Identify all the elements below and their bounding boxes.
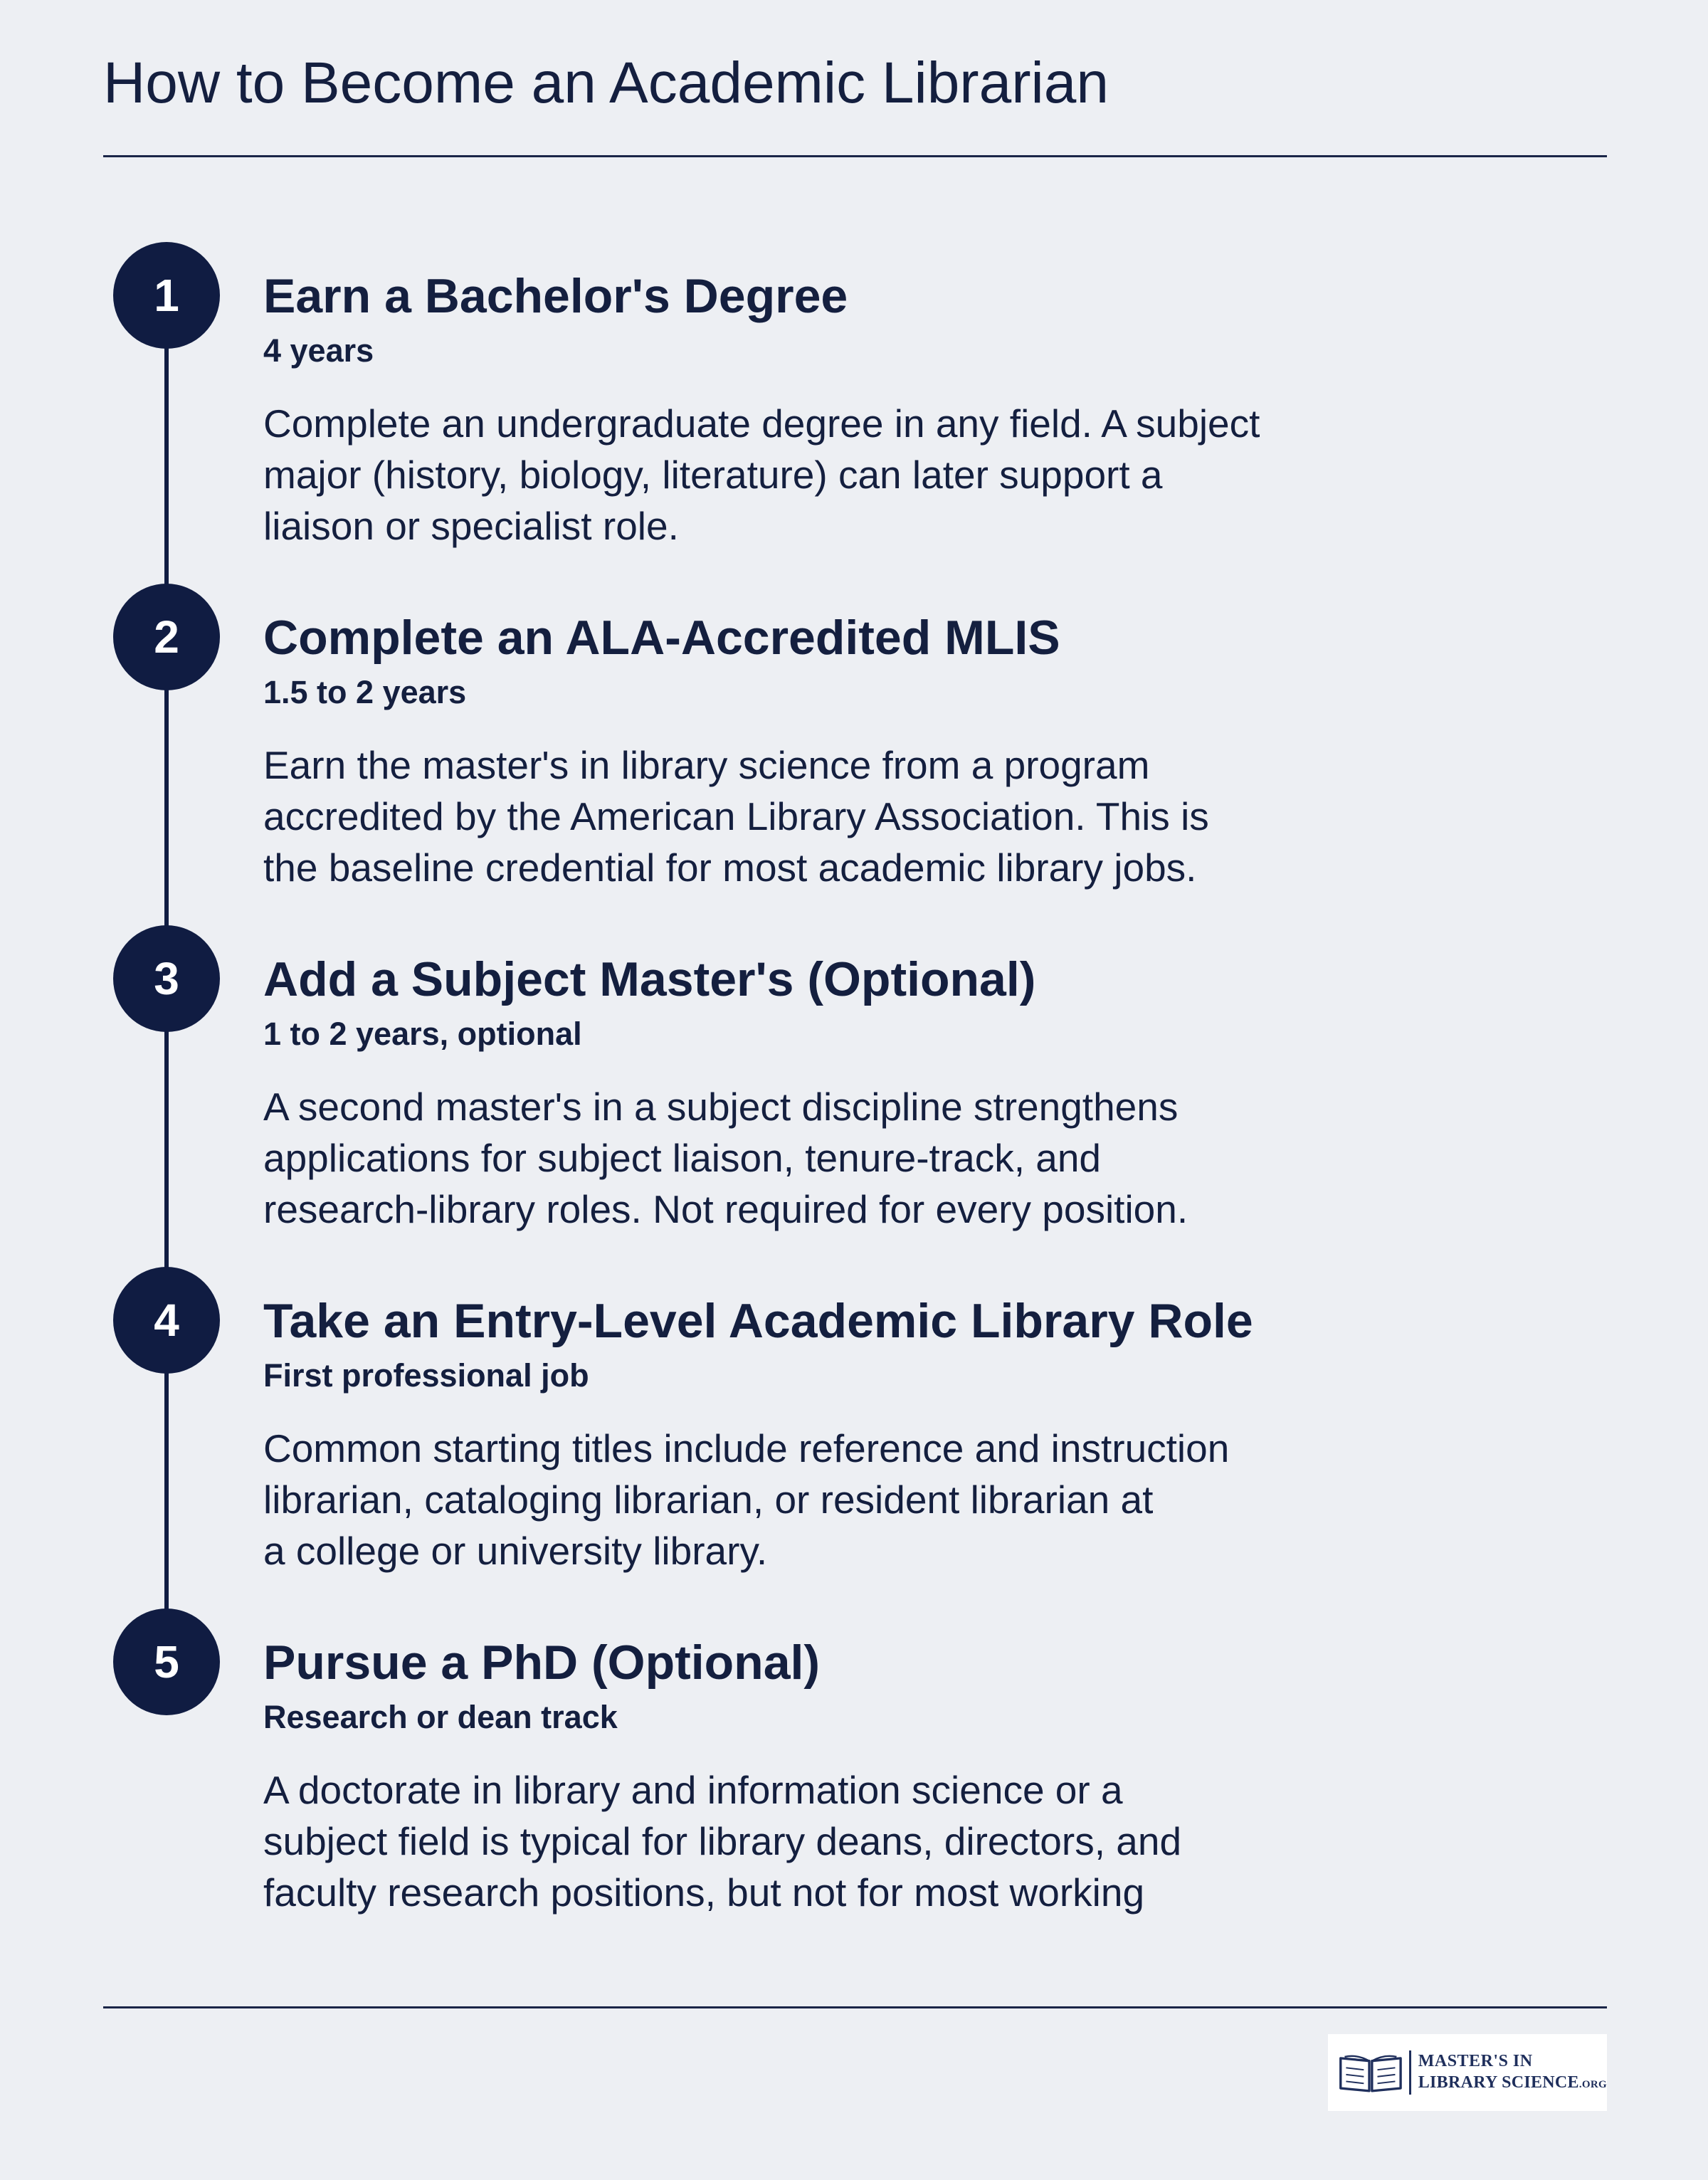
logo-divider bbox=[1409, 2050, 1411, 2095]
description-line: A second master's in a subject discipline strengthens bbox=[263, 1085, 1179, 1129]
step-1 bbox=[263, 267, 1402, 552]
step-2 bbox=[263, 609, 1402, 893]
step-4 bbox=[263, 1292, 1402, 1576]
description-line: applications for subject liaison, tenure-track, and bbox=[263, 1136, 1102, 1180]
step-5 bbox=[263, 1633, 1402, 1918]
step-number-badge: 5 bbox=[113, 1608, 220, 1715]
description-line: Common starting titles include reference and instruction bbox=[263, 1426, 1230, 1470]
step-title: Complete an ALA-Accredited MLIS bbox=[263, 611, 1060, 665]
step-description bbox=[263, 1764, 1402, 1918]
logo-line-2-text: LIBRARY SCIENCE bbox=[1418, 2073, 1579, 2092]
description-line: subject field is typical for library deans, directors, and bbox=[263, 1819, 1182, 1863]
page-title: How to Become an Academic Librarian bbox=[103, 51, 1109, 115]
description-line: a college or university library. bbox=[263, 1529, 768, 1573]
step-number-badge: 3 bbox=[113, 925, 220, 1032]
step-duration: 1.5 to 2 years bbox=[263, 674, 467, 710]
step-description bbox=[263, 1423, 1402, 1576]
step-number-badge: 2 bbox=[113, 584, 220, 690]
description-line: major (history, biology, literature) can later support a bbox=[263, 453, 1163, 497]
description-line: research-library roles. Not required for every position. bbox=[263, 1187, 1188, 1231]
description-line: librarian, cataloging librarian, or resident librarian at bbox=[263, 1478, 1154, 1522]
logo-wordmark bbox=[1418, 2050, 1607, 2095]
description-line: A doctorate in library and information science or a bbox=[263, 1768, 1123, 1812]
step-number-badge: 4 bbox=[113, 1267, 220, 1374]
step-duration: 1 to 2 years, optional bbox=[263, 1016, 582, 1052]
step-duration: 4 years bbox=[263, 332, 374, 369]
description-line: Complete an undergraduate degree in any field. A subject bbox=[263, 401, 1260, 446]
logo-line-2 bbox=[1418, 2072, 1607, 2095]
site-logo bbox=[1328, 2034, 1607, 2111]
step-number-badge: 1 bbox=[113, 242, 220, 349]
step-description bbox=[263, 1081, 1402, 1235]
step-title: Pursue a PhD (Optional) bbox=[263, 1636, 821, 1690]
description-line: liaison or specialist role. bbox=[263, 504, 679, 548]
description-line: Earn the master's in library science from a program bbox=[263, 743, 1150, 787]
description-line: accredited by the American Library Association. This is bbox=[263, 794, 1209, 838]
step-title: Add a Subject Master's (Optional) bbox=[263, 952, 1036, 1006]
open-book-icon bbox=[1337, 2050, 1405, 2095]
description-line: the baseline credential for most academic library jobs. bbox=[263, 846, 1197, 890]
logo-line-1: MASTER'S IN bbox=[1418, 2051, 1533, 2070]
header-divider bbox=[103, 155, 1607, 157]
logo-suffix: .ORG bbox=[1578, 2078, 1607, 2090]
step-3 bbox=[263, 950, 1402, 1235]
step-description bbox=[263, 398, 1402, 552]
step-title: Take an Entry-Level Academic Library Role bbox=[263, 1294, 1253, 1348]
step-duration: Research or dean track bbox=[263, 1699, 618, 1735]
step-title: Earn a Bachelor's Degree bbox=[263, 269, 848, 323]
step-duration: First professional job bbox=[263, 1357, 589, 1394]
step-description bbox=[263, 739, 1402, 893]
footer-divider bbox=[103, 2006, 1607, 2008]
description-line: faculty research positions, but not for most working bbox=[263, 1870, 1145, 1915]
